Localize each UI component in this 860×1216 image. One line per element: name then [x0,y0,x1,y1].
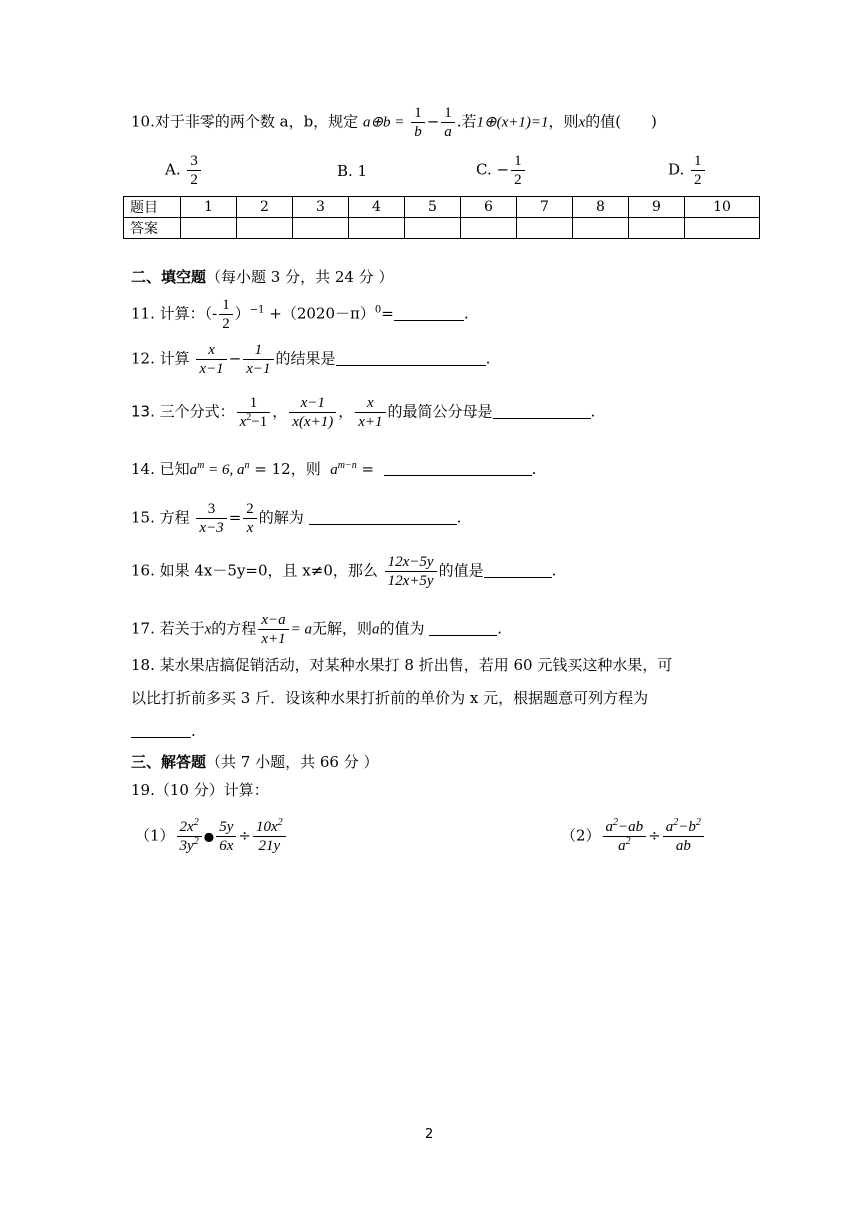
answer-cell[interactable] [517,218,573,239]
section-2-heading: 二、填空题（每小题 3 分，共 24 分 ） [131,268,394,286]
question-18-line2: 以比打折前多买 3 斤．设该种水果打折前的单价为 x 元，根据题意可列方程为 [131,689,649,707]
table-cell: 1 [181,197,237,218]
table-row [124,197,760,218]
answer-blank[interactable] [484,563,552,578]
question-19: 19.（10 分）计算： [131,781,269,799]
answer-blank[interactable] [309,510,457,525]
table-cell: 2 [237,197,293,218]
table-cell: 4 [349,197,405,218]
question-16: 16. 如果 4x－5y=0，且 x≠0，那么 $\frac{12x-5y}{12x+5y}$ 的值是 . [131,554,557,589]
question-18-line1: 18. 某水果店搞促销活动，对某种水果打 8 折出售，若用 60 元钱买这种水果，可 [131,656,673,674]
section-3-heading: 三、解答题（共 7 小题，共 66 分 ） [131,753,379,771]
answer-cell[interactable] [293,218,349,239]
table-header: 题目 [124,197,181,218]
question-14: 14. 已知$a^m = 6$, $a^n = 12$，则 $a^{m-n}$ = . [131,460,537,478]
answer-blank[interactable] [394,306,464,321]
answer-blank[interactable] [493,404,591,419]
question-17: 17. 若关于x的方程 $\frac{x-a}{x+1}$ = a无解，则a的值为 . [131,612,503,647]
option-a: A. $\frac{3}{2}$ [165,152,203,189]
fraction: $\frac{1}{b}$ [411,104,425,141]
table-cell: 7 [517,197,573,218]
answer-blank[interactable] [336,351,486,366]
option-c: C. − $\frac{1}{2}$ [476,152,527,189]
answer-cell[interactable] [573,218,629,239]
page-number: 2 [425,1127,434,1142]
answer-cell[interactable] [685,218,760,239]
question-12: 12. 计算 $\frac{x}{x-1}$ − $\frac{1}{x-1}$ 的结果是 . [131,342,491,377]
table-cell: 9 [629,197,685,218]
question-15: 15. 方程 $\frac{3}{x-3}$ = $\frac{2}{x}$ 的解为 . [131,501,462,536]
question-11: 11. 计算：（- $\frac{1}{2}$ ）$^{-1} +(2020-\pi)^0=$ . [131,297,469,332]
question-19-part-1: （1） $\frac{2x^2}{3y^2}$ ● $\frac{5y}{6x}$ ÷ $\frac{10x^2}{21y}$ [135,818,288,855]
answer-cell[interactable] [181,218,237,239]
answer-blank[interactable] [131,723,191,738]
answer-table [123,196,760,239]
question-19-part-2: （2） $\frac{a^2-ab}{a^2}$ ÷ $\frac{a^2-b^2}{ab}$ [561,818,706,855]
fraction: $\frac{1}{a}$ [441,104,455,141]
answer-cell[interactable] [405,218,461,239]
table-cell: 8 [573,197,629,218]
question-18-line3: . [131,721,196,741]
table-cell: 6 [461,197,517,218]
option-b: B. 1 [337,162,368,180]
table-cell: 5 [405,197,461,218]
table-cell: 3 [293,197,349,218]
table-cell: 10 [685,197,760,218]
answer-cell[interactable] [461,218,517,239]
answer-cell[interactable] [237,218,293,239]
question-13: 13. 三个分式： $\frac{1}{x^2-1}$ ， $\frac{x-1}{x(x+1)}$ ， $\frac{x}{x+1}$ 的最简公分母是 . [131,395,596,430]
answer-cell[interactable] [349,218,405,239]
question-10: 10.对于非零的两个数 a，b，规定 a⊕b = $\frac{1}{b}$ − $\frac{1}{a}$ .若1⊕(x+1)=1，则x的值( ) [131,105,657,140]
option-d: D. $\frac{1}{2}$ [668,152,707,189]
table-row [124,218,760,239]
answer-cell[interactable] [629,218,685,239]
answer-blank[interactable] [384,461,532,476]
answer-blank[interactable] [429,621,497,636]
table-header: 答案 [124,218,181,239]
